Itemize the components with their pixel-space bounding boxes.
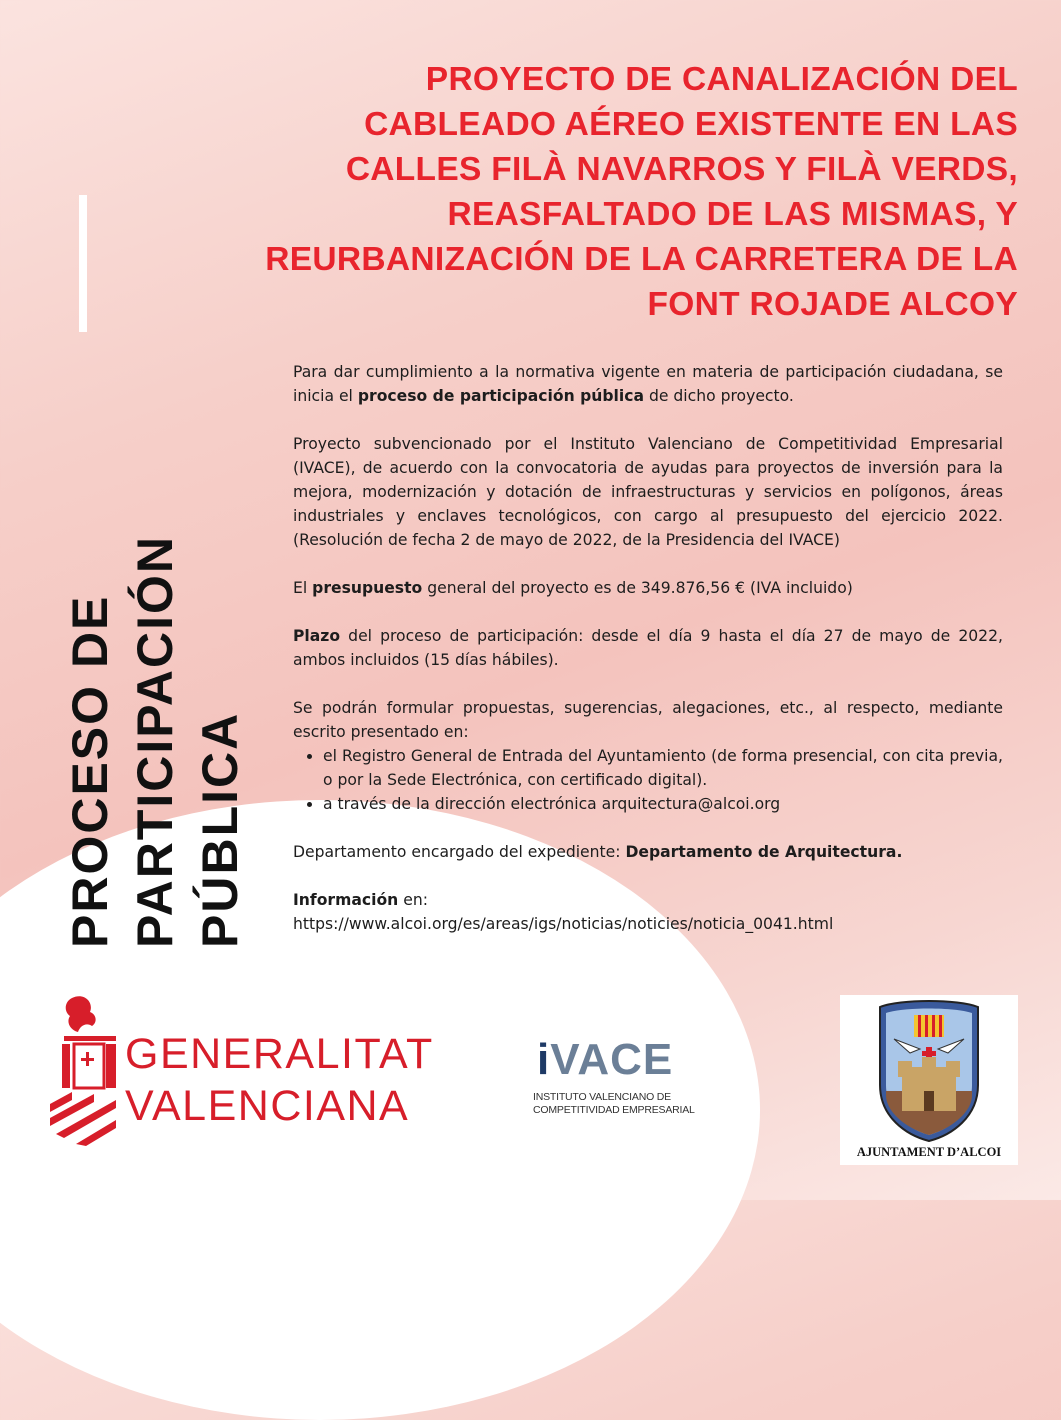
text: de dicho proyecto. [644, 387, 794, 405]
ivace-wordmark [537, 1035, 673, 1085]
ivace-subtitle-line: INSTITUTO VALENCIANO DE [533, 1091, 671, 1103]
poster-title [118, 57, 1018, 327]
intro-paragraph [293, 360, 1003, 408]
body-text [293, 360, 1003, 936]
generalitat-wordmark [125, 1028, 434, 1132]
info-paragraph [293, 888, 1003, 936]
wordmark-line: GENERALITAT [125, 1030, 434, 1078]
subsidy-paragraph: Proyecto subvencionado por el Instituto Valenciano de Competitividad Empresarial (IVACE), de acuerdo con la convocatoria de ayudas para proyectos de inversión para la mejora, modernización y dotación de infraestructuras y servicios en polígonos, áreas industriales y enclaves tecnológicos, con cargo al presupuesto del ejercicio 2022. (Resolución de fecha 2 de mayo de 2022, de la Presidencia del IVACE) [293, 435, 1003, 549]
side-heading-line: PÚBLICA [192, 711, 248, 948]
department-paragraph [293, 840, 1003, 864]
bold-text: presupuesto [312, 579, 423, 597]
alcoi-label: AJUNTAMENT D’ALCOI [856, 1145, 1002, 1159]
text: El [293, 579, 313, 597]
title-line: REASFALTADO DE LAS MISMAS, Y [447, 196, 1018, 233]
text: Departamento encargado del expediente: [293, 843, 626, 861]
title-line: REURBANIZACIÓN DE LA CARRETERA DE LA [265, 241, 1018, 278]
info-link[interactable]: https://www.alcoi.org/es/areas/igs/noticias/noticies/noticia_0041.html [293, 915, 834, 933]
ivace-subtitle-line: COMPETITIVIDAD EMPRESARIAL [533, 1104, 695, 1116]
text: Para dar cumplimiento a la normativa vigente en materia de participación ciudadana, se inicia el [293, 363, 1003, 405]
ivace-subtitle [533, 1091, 703, 1117]
bold-text: Información [293, 891, 399, 909]
text: del proceso de participación: desde el día 9 hasta el día 27 de mayo de 2022, ambos incluidos (15 días hábiles). [293, 627, 1003, 669]
side-heading-line: PARTICIPACIÓN [127, 534, 183, 948]
text: en: [398, 891, 428, 909]
decorative-bar [79, 195, 87, 332]
submission-paragraph: Se podrán formular propuestas, sugerencias, alegaciones, etc., al respecto, mediante escrito presentado en: [293, 699, 1003, 741]
deadline-paragraph [293, 624, 1003, 672]
list-item: • el Registro General de Entrada del Ayuntamiento (de forma presencial, con cita previa, o por la Sede Electrónica, con certificado digital). [323, 744, 1003, 792]
submission-list [293, 744, 1003, 816]
text: general del proyecto es de 349.876,56 € (IVA incluido) [422, 579, 853, 597]
title-line: PROYECTO DE CANALIZACIÓN DEL [425, 61, 1018, 98]
generalitat-emblem-icon [50, 996, 116, 1146]
title-line: FONT ROJADE ALCOY [647, 286, 1018, 323]
bold-text: Departamento de Arquitectura. [625, 843, 903, 861]
title-line: CABLEADO AÉREO EXISTENTE EN LAS [364, 106, 1018, 143]
side-heading [58, 478, 248, 948]
title-line: CALLES FILÀ NAVARROS Y FILÀ VERDS, [345, 151, 1018, 188]
list-item: • a través de la dirección electrónica arquitectura@alcoi.org [323, 792, 1003, 816]
budget-paragraph [293, 576, 1003, 600]
wordmark-line: VALENCIANA [125, 1082, 410, 1130]
bold-text: proceso de participación pública [357, 387, 644, 405]
ivace-rest: VACE [550, 1035, 674, 1084]
ivace-logo [515, 995, 708, 1155]
bold-text: Plazo [293, 627, 341, 645]
ivace-i: i [537, 1035, 551, 1084]
side-heading-line: PROCESO DE [62, 594, 118, 948]
alcoi-logo [840, 995, 1018, 1165]
alcoi-coat-of-arms-icon [840, 995, 1018, 1145]
